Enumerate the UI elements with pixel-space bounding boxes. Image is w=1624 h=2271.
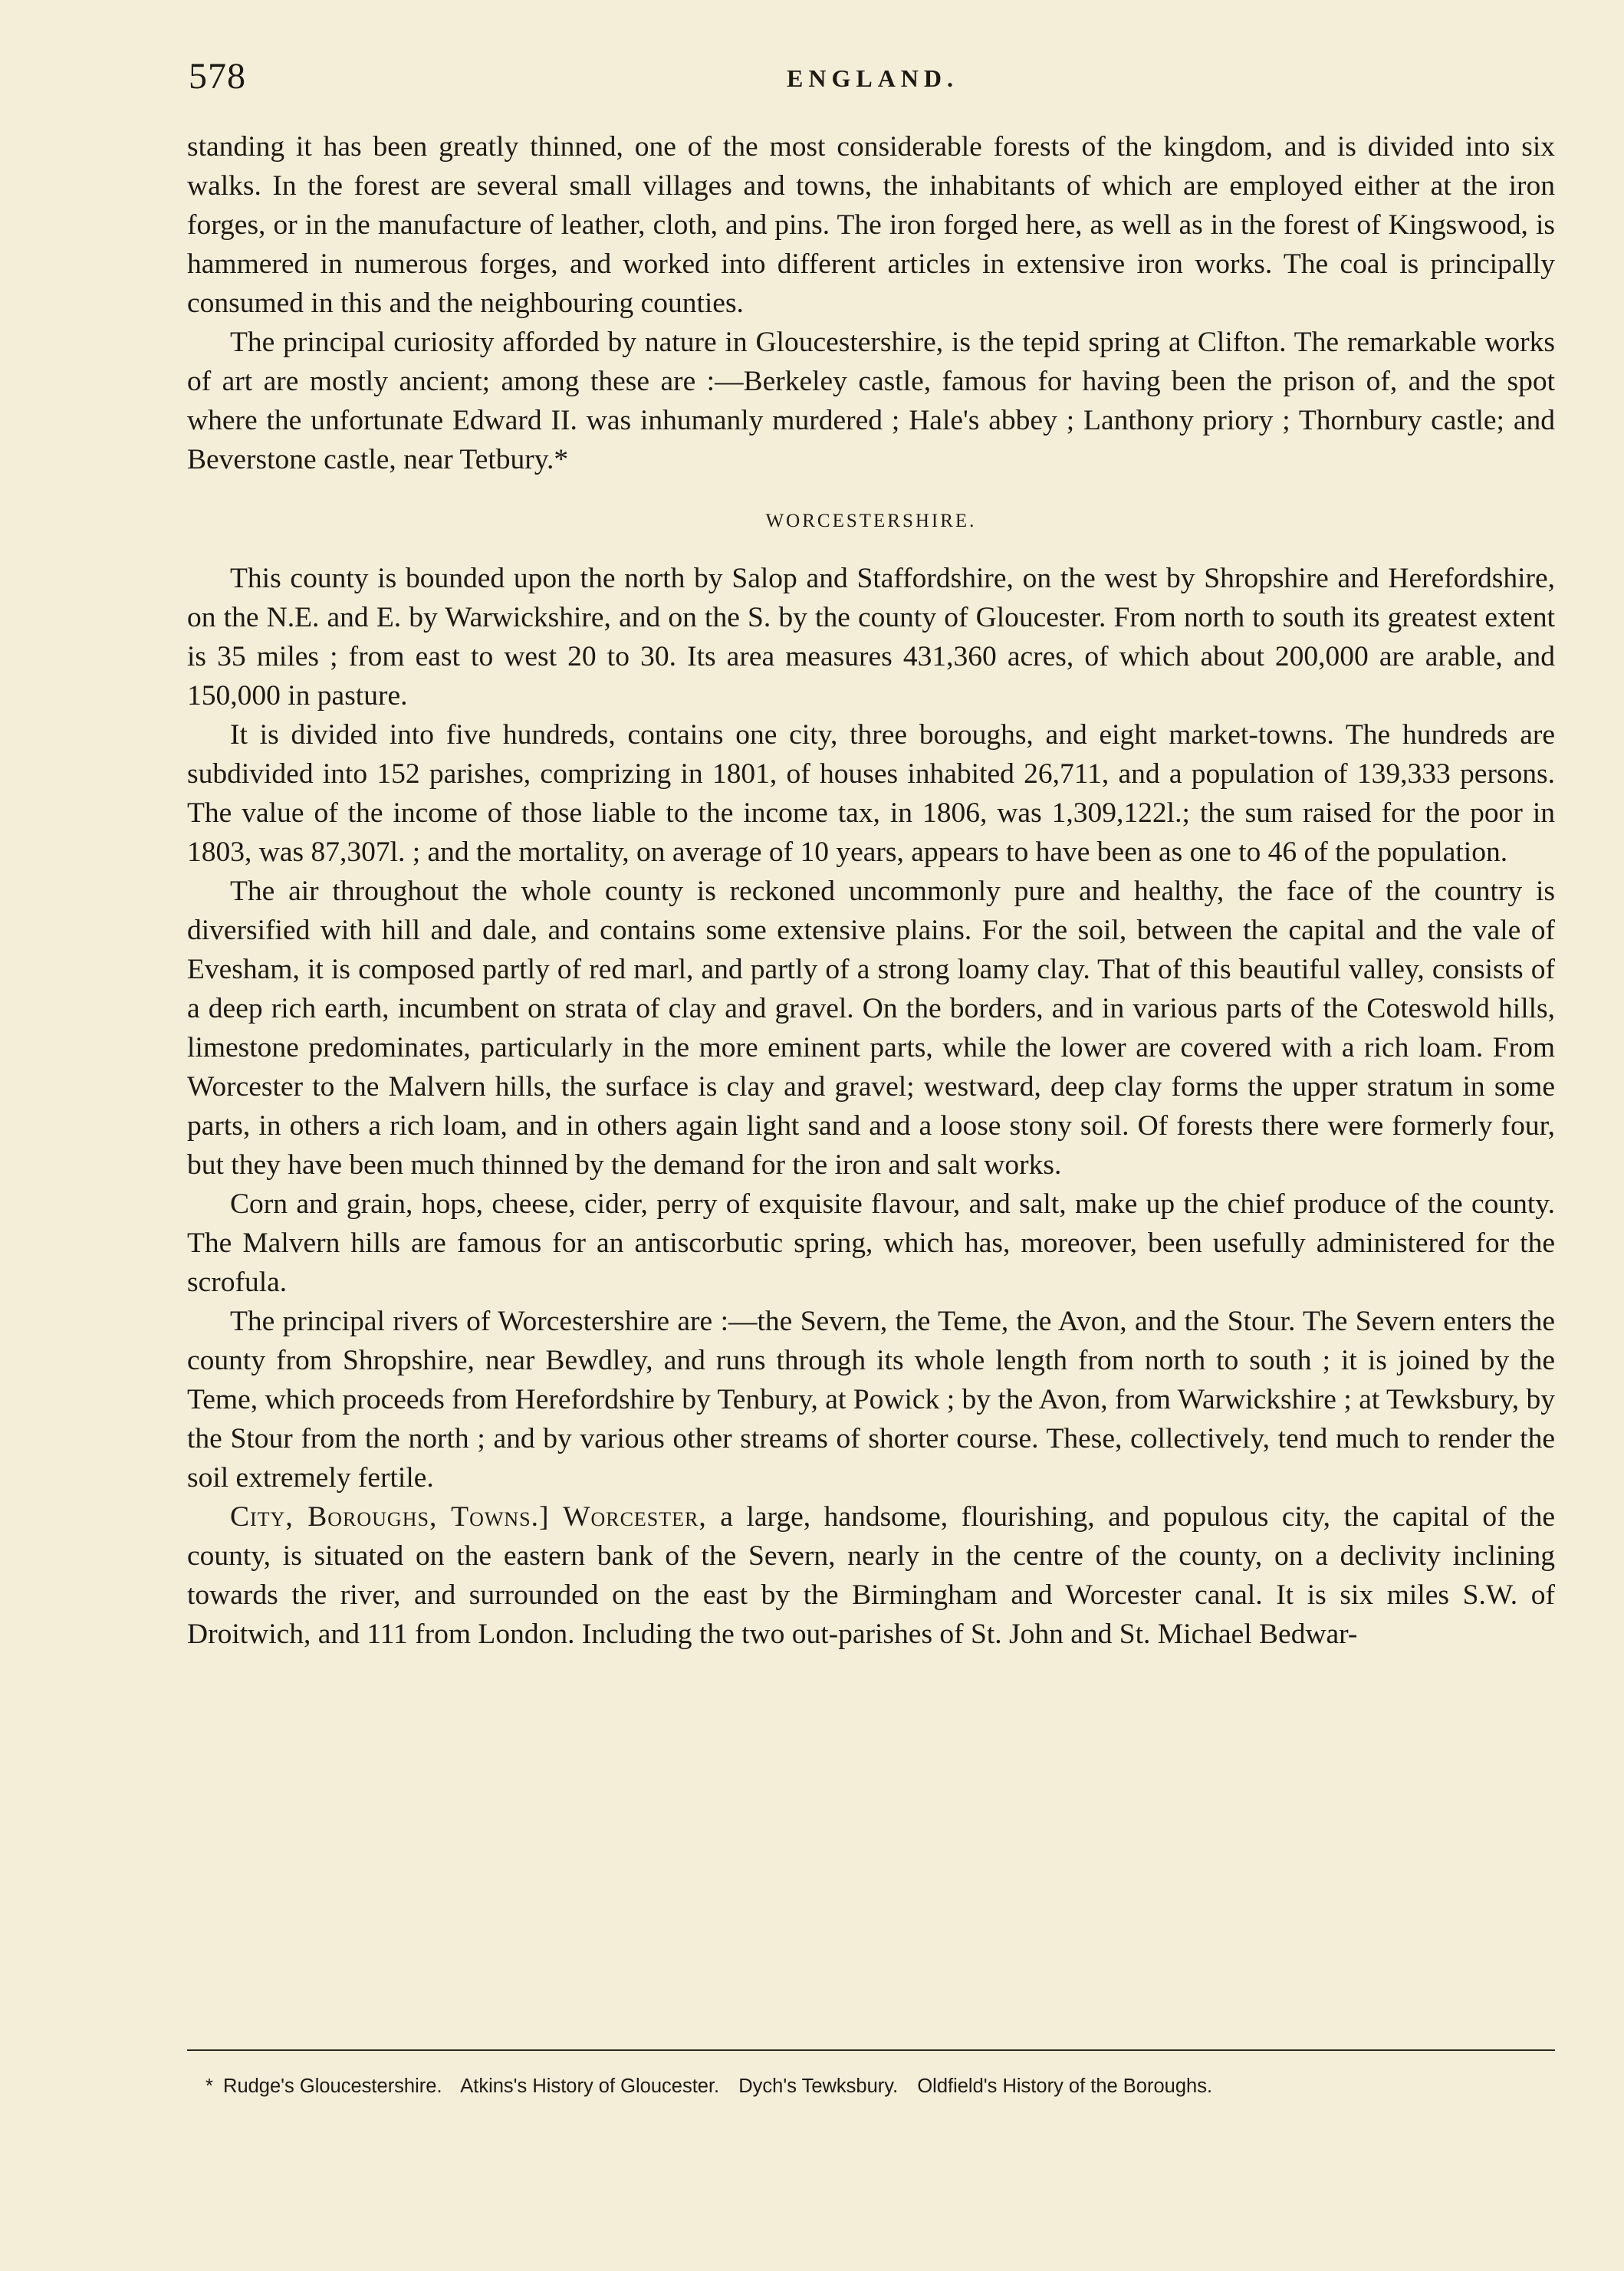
footnote-ref-rudge: Rudge's Gloucestershire. <box>223 2075 442 2097</box>
section-heading-worcestershire: WORCESTERSHIRE. <box>765 511 977 531</box>
paragraph-climate-soil: The air throughout the whole county is reckoned uncommonly pure and healthy, the face of the country is diversified with hill and dale, and contains some extensive plains. For the soil, between the capital and the vale of Evesham, it is composed partly of red marl, and partly of a strong loamy clay. That of this beautiful valley, consists of a deep rich earth, incumbent on strata of clay and gravel. On the borders, and in various parts of the Coteswold hills, limestone predominates, particularly in the more eminent parts, while the lower are covered with a rich loam. From Worcester to the Malvern hills, the surface is clay and gravel; westward, deep clay forms the upper stratum in some parts, in others a rich loam, and in others again light sand and a loose stony soil. Of forests there were formerly four, but they have been much thinned by the demand for the iron and salt works. <box>187 876 1555 1181</box>
paragraph-rivers: The principal rivers of Worcestershire are :—the Severn, the Teme, the Avon, and the Stour. The Severn enters the county from Shropshire, near Bewdley, and runs through its whole length from north to south ; it is joined by the Teme, which proceeds from Herefordshire by Tenbury, at Powick ; by the Avon, from Warwickshire ; at Tewksbury, by the Stour from the north ; and by various other streams of shorter course. These, collectively, tend much to render the soil extremely fertile. <box>187 1306 1555 1494</box>
running-title: ENGLAND. <box>787 64 959 92</box>
page-number: 578 <box>189 56 246 97</box>
footnote-ref-atkins: Atkins's History of Gloucester. <box>460 2075 720 2097</box>
paragraph-boundaries: This county is bounded upon the north by Salop and Staffordshire, on the west by Shropshire and Herefordshire, on the N.E. and E. by Warwickshire, and on the S. by the county of Gloucester. From north to south its greatest extent is 35 miles ; from east to west 20 to 30. Its area measures 431,360 acres, of which about 200,000 are arable, and 150,000 in pasture. <box>187 563 1555 712</box>
paragraph-city-text: a large, handsome, flourishing, and populous city, the capital of the county, is situated on the eastern bank of the Severn, nearly in the centre of the county, on a declivity inclining towards the river, and surrounded on the east by the Birmingham and Worcester canal. It is six miles S.W. of Droitwich, and 111 from London. Including the two out-parishes of St. John and St. Michael Bedwar- <box>187 1501 1556 1650</box>
paragraph-divisions: It is divided into five hundreds, contains one city, three boroughs, and eight market-towns. The hundreds are subdivided into 152 parishes, comprizing in 1801, of houses inhabited 26,711, and a population of 139,333 persons. The value of the income of those liable to the income tax, in 1806, was 1,309,122l.; the sum raised for the poor in 1803, was 87,307l. ; and the mortality, on average of 10 years, appears to have been as one to 46 of the population. <box>187 719 1555 868</box>
city-name: Worcester, <box>563 1501 707 1533</box>
page-header <box>189 55 1553 101</box>
footnote-ref-oldfield: Oldfield's History of the Boroughs. <box>917 2075 1213 2097</box>
paragraph-lead-in: City, Boroughs, Towns.] <box>230 1501 550 1533</box>
paragraph-gloucestershire-forest: standing it has been greatly thinned, one of the most considerable forests of the kingdom, and is divided into six walks. In the forest are several small villages and towns, the inhabitants of which are employed either at the iron forges, or in the manufacture of leather, cloth, and pins. The iron forged here, as well as in the forest of Kingswood, is hammered in numerous forges, and worked into different articles in extensive iron works. The coal is principally consumed in this and the neighbouring counties. <box>187 131 1555 319</box>
footnote-ref-dych: Dych's Tewksbury. <box>738 2075 899 2097</box>
footnote <box>205 2073 1555 2099</box>
body-text <box>187 127 1555 1654</box>
paragraph-produce: Corn and grain, hops, cheese, cider, perry of exquisite flavour, and salt, make up the chief produce of the county. The Malvern hills are famous for an antiscorbutic spring, which has, moreover, been usefully administered for the scrofula. <box>187 1188 1555 1298</box>
footnote-marker: * <box>205 2075 213 2097</box>
footnote-divider <box>187 2049 1555 2051</box>
paragraph-city-worcester <box>187 1497 1555 1654</box>
paragraph-gloucestershire-curiosities: The principal curiosity afforded by nature in Gloucestershire, is the tepid spring at Clifton. The remarkable works of art are mostly ancient; among these are :—Berkeley castle, famous for having been the prison of, and the spot where the unfortunate Edward II. was inhumanly murdered ; Hale's abbey ; Lanthony priory ; Thornbury castle; and Beverstone castle, near Tetbury.* <box>187 327 1555 475</box>
